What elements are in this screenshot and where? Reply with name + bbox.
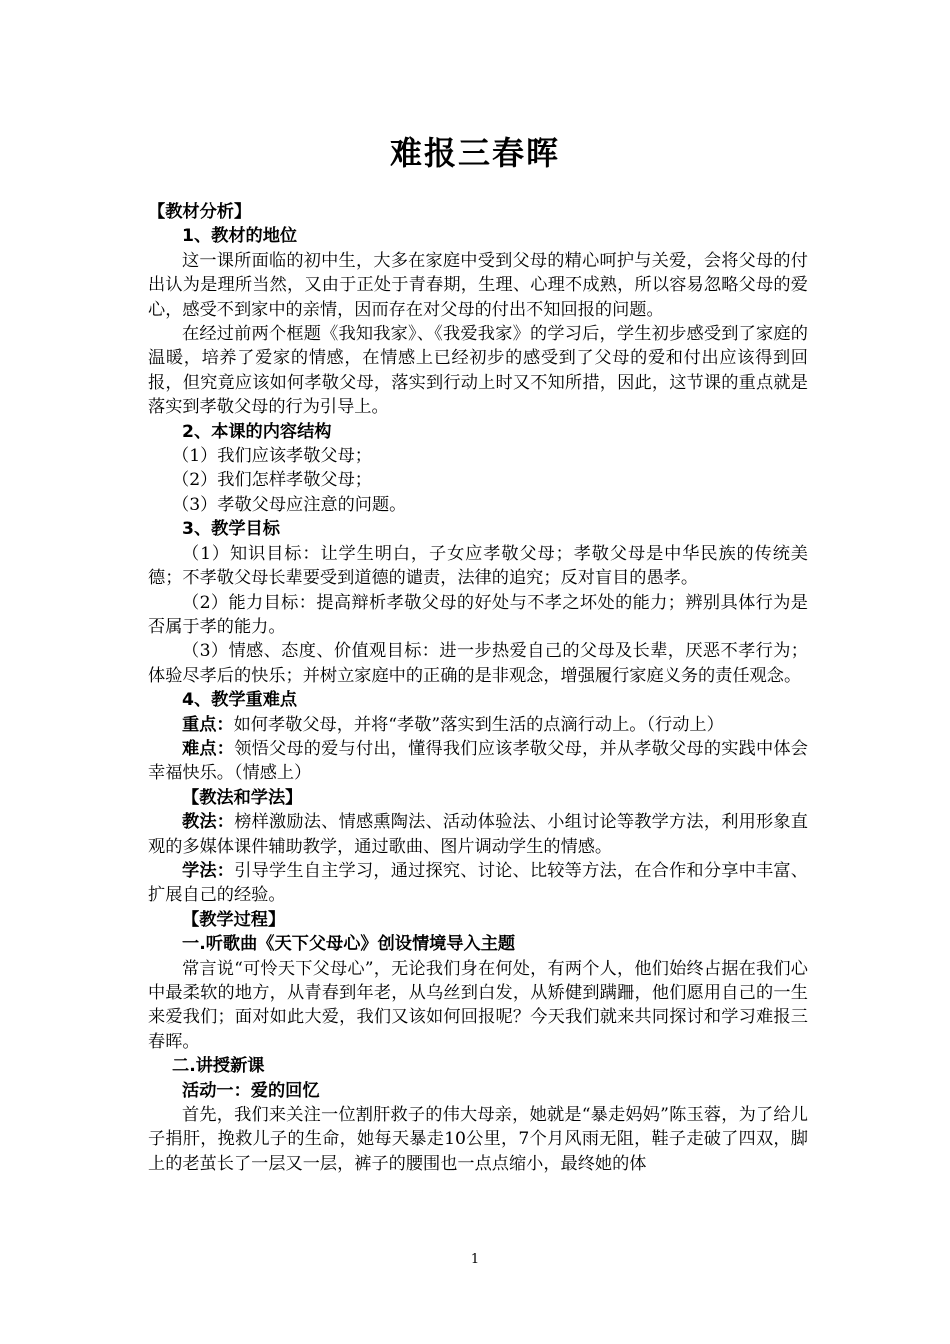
subheading-status: 1、教材的地位 — [182, 226, 298, 247]
difficulty-paragraph — [148, 737, 808, 786]
section-heading-process: 【教学过程】 — [182, 909, 286, 930]
step-heading-1: 一.听歌曲《天下父母心》创设情境导入主题 — [182, 934, 516, 955]
paragraph: 在经过前两个框题《我知我家》、《我爱我家》的学习后，学生初步感受到了家庭的温暖，培养了爱家的情感，在情感上已经初步的感受到了父母的爱和付出应该得到回报，但究竟应该如何孝敬父母，落实到行动上时又不知所措，因此，这节课的重点就是落实到孝敬父母的行为引导上。 — [148, 324, 808, 418]
key-point-paragraph — [148, 713, 808, 737]
subheading-goals: 3、教学目标 — [182, 519, 280, 540]
paragraph: （3）情感、态度、价值观目标：进一步热爱自己的父母及长辈，厌恶不孝行为；体验尽孝后的快乐；并树立家庭中的正确的是非观念，增强履行家庭义务的责任观念。 — [148, 641, 808, 686]
difficulty-text: 领悟父母的爱与付出，懂得我们应该孝敬父母，并从孝敬父母的实践中体会幸福快乐。（情感上） — [148, 738, 808, 784]
list-item: （1）我们应该孝敬父母； — [172, 446, 372, 467]
teaching-method-paragraph — [148, 810, 808, 859]
list-item: （2）我们怎样孝敬父母； — [172, 470, 372, 491]
paragraph: 首先，我们来关注一位割肝救子的伟大母亲，她就是“暴走妈妈”陈玉蓉，为了给儿子捐肝，挽救儿子的生命，她每天暴走10公里，7个月风雨无阻，鞋子走破了四双，脚上的老茧长了一层又一层，裤子的腰围也一点点缩小，最终她的体 — [148, 1105, 808, 1174]
step-heading-2: 二.讲授新课 — [172, 1056, 265, 1077]
document-body — [148, 200, 808, 1176]
subheading-key-points: 4、教学重难点 — [182, 690, 298, 711]
section-heading-methods: 【教法和学法】 — [182, 787, 303, 808]
paragraph: 这一课所面临的初中生，大多在家庭中受到父母的精心呵护与关爱，会将父母的付出认为是理所当然，又由于正处于青春期，生理、心理不成熟，所以容易忽略父母的爱心，感受不到家中的亲情，因而存在对父母的付出不知回报的问题。 — [148, 250, 808, 320]
page-number: 1 — [470, 1252, 480, 1267]
list-item: （3）孝敬父母应注意的问题。 — [172, 494, 407, 515]
key-point-label: 重点： — [182, 714, 234, 735]
teaching-method-label: 教法： — [182, 812, 235, 833]
difficulty-label: 难点： — [182, 738, 235, 759]
activity-heading-1: 活动一：爱的回忆 — [182, 1080, 320, 1101]
paragraph: （2）能力目标：提高辩析孝敬父母的好处与不孝之坏处的能力；辨别具体行为是否属于孝的能力。 — [148, 592, 808, 637]
teaching-method-text: 榜样激励法、情感熏陶法、活动体验法、小组讨论等教学方法，利用形象直观的多媒体课件辅助教学，通过歌曲、图片调动学生的情感。 — [148, 812, 808, 857]
learning-method-text: 引导学生自主学习，通过探究、讨论、比较等方法，在合作和分享中丰富、扩展自己的经验。 — [148, 860, 808, 906]
paragraph: 常言说“可怜天下父母心”，无论我们身在何处，有两个人，他们始终占据在我们心中最柔软的地方，从青春到年老，从乌丝到白发，从矫健到蹒跚，他们愿用自己的一生来爱我们；面对如此大爱，我们又该如何回报呢？今天我们就来共同探讨和学习难报三春晖。 — [148, 958, 808, 1052]
subheading-structure: 2、本课的内容结构 — [182, 421, 332, 442]
section-heading-analysis: 【教材分析】 — [148, 202, 252, 222]
key-point-text: 如何孝敬父母，并将“孝敬”落实到生活的点滴行动上。（行动上） — [233, 714, 724, 735]
learning-method-label: 学法： — [182, 860, 235, 881]
learning-method-paragraph — [148, 859, 808, 908]
paragraph: （1）知识目标：让学生明白，子女应孝敬父母；孝敬父母是中华民族的传统美德；不孝敬父母长辈要受到道德的谴责，法律的追究；反对盲目的愚孝。 — [148, 543, 808, 589]
page-title: 难报三春晖 — [389, 134, 560, 172]
